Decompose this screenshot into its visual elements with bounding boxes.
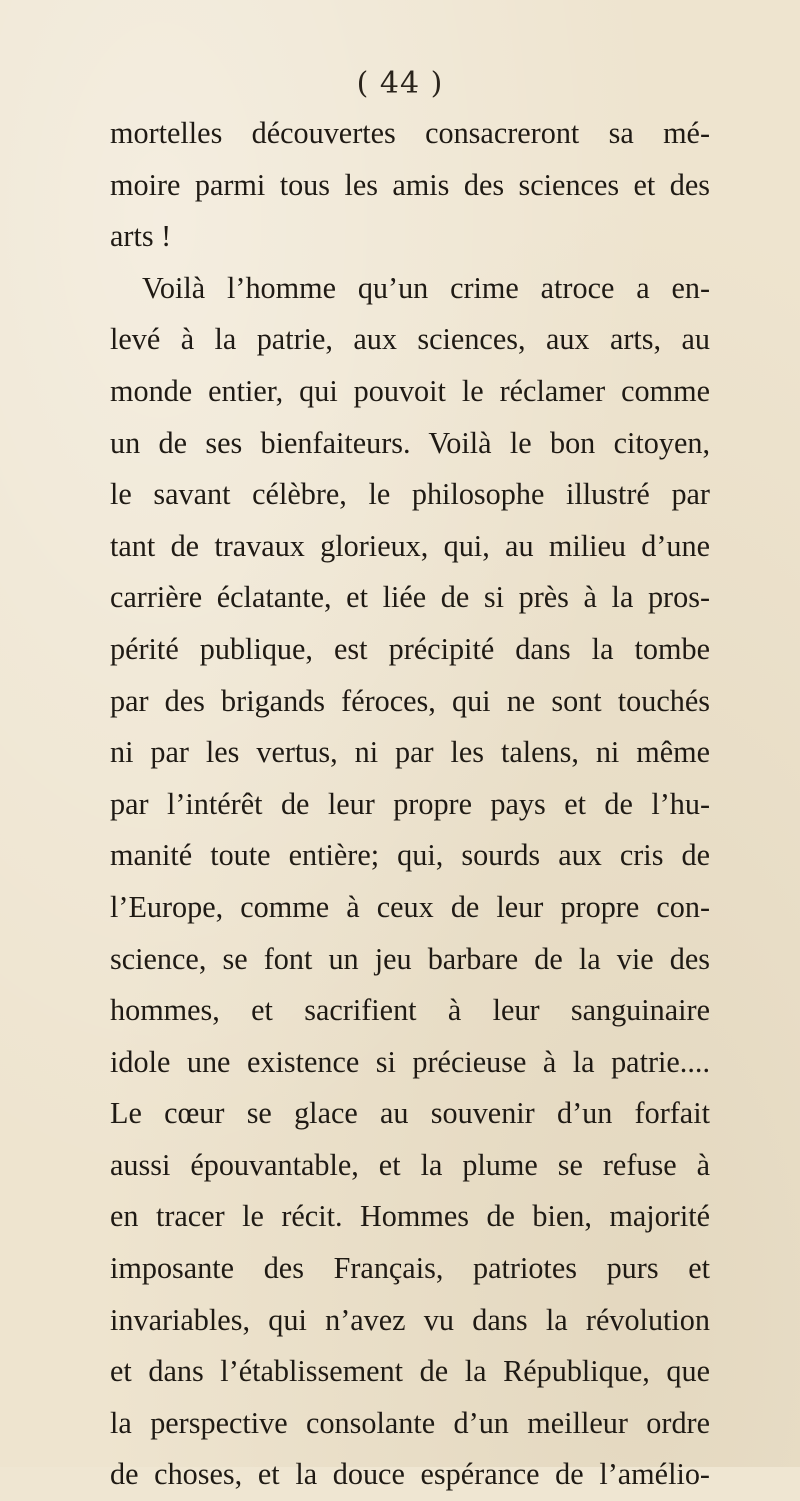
text-line: hommes, et sacrifient à leur sanguinaire <box>110 993 710 1028</box>
text-line: manité toute entière; qui, sourds aux cris de <box>110 838 710 873</box>
text-line: Le cœur se glace au souvenir d’un forfait <box>110 1096 710 1131</box>
text-line: monde entier, qui pouvoit le réclamer comme <box>110 373 710 408</box>
page-number: ( 44 ) <box>356 66 444 101</box>
text-line: par l’intérêt de leur propre pays et de l’hu- <box>110 786 710 821</box>
text-line: science, se font un jeu barbare de la vie des <box>110 941 710 976</box>
text-line: périté publique, est précipité dans la tombe <box>110 631 710 666</box>
text-line: par des brigands féroces, qui ne sont touchés <box>110 683 710 718</box>
text-line: un de ses bienfaiteurs. Voilà le bon citoyen, <box>110 425 710 460</box>
text-line: invariables, qui n’avez vu dans la révolution <box>110 1302 710 1337</box>
text-line: idole une existence si précieuse à la patrie.... <box>110 1044 710 1079</box>
text-line: imposante des Français, patriotes purs et <box>110 1251 710 1286</box>
body-text <box>110 108 710 1501</box>
text-line: en tracer le récit. Hommes de bien, majorité <box>110 1199 710 1234</box>
text-line: moire parmi tous les amis des sciences et des <box>110 167 710 202</box>
text-line: aussi épouvantable, et la plume se refuse à <box>110 1147 710 1182</box>
text-line: Voilà l’homme qu’un crime atroce a en- <box>142 270 710 305</box>
text-line: de choses, et la douce espérance de l’amélio- <box>110 1457 710 1492</box>
text-line: carrière éclatante, et liée de si près à la pros- <box>110 580 710 615</box>
text-line: et dans l’établissement de la République, que <box>110 1354 710 1389</box>
text-line: levé à la patrie, aux sciences, aux arts, au <box>110 322 710 357</box>
text-line: la perspective consolante d’un meilleur ordre <box>110 1405 710 1440</box>
text-line: arts ! <box>110 219 172 254</box>
text-line: mortelles découvertes consacreront sa mé- <box>110 116 710 150</box>
text-line: tant de travaux glorieux, qui, au milieu d’une <box>110 528 710 563</box>
text-line: le savant célèbre, le philosophe illustré par <box>110 477 710 512</box>
text-line: l’Europe, comme à ceux de leur propre con- <box>110 889 710 924</box>
text-line: ni par les vertus, ni par les talens, ni même <box>110 735 710 770</box>
